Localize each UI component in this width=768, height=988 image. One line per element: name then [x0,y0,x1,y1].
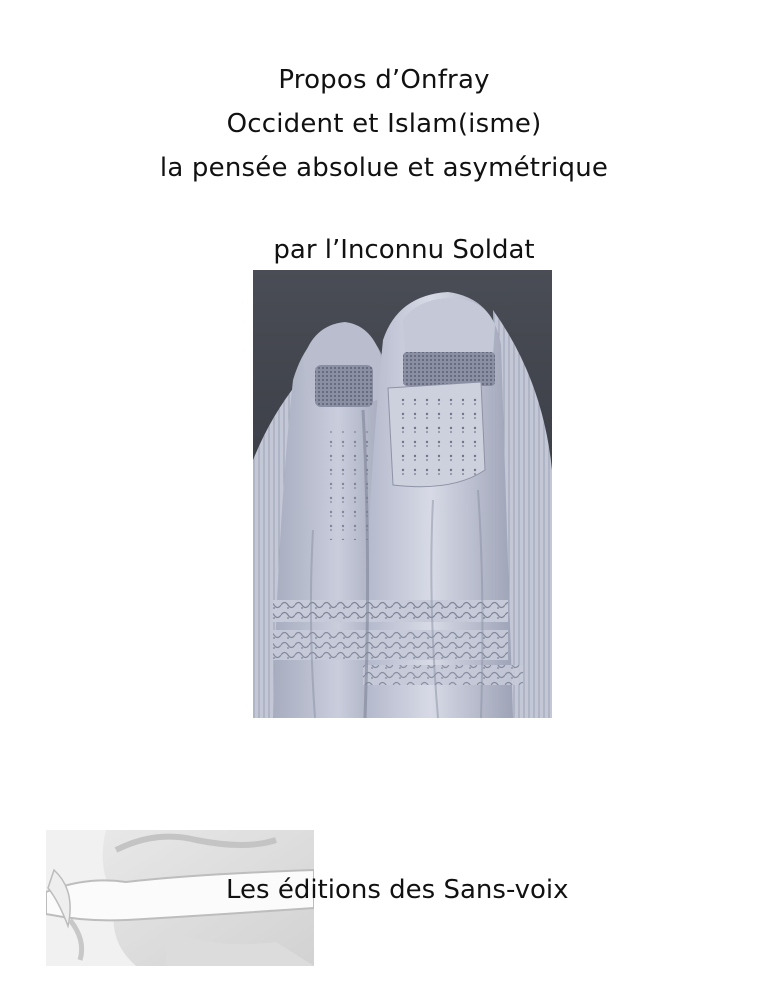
title-line-3: la pensée absolue et asymétrique [159,153,609,183]
title-block [0,58,768,190]
cover-photo [253,270,552,718]
title-line-1: Propos d’Onfray [278,65,490,95]
author-line: par l’Inconnu Soldat [273,235,535,265]
burqa-photo-icon [253,270,552,718]
publisher-name: Les éditions des Sans-voix [226,875,569,905]
title-line-2: Occident et Islam(isme) [226,109,542,139]
